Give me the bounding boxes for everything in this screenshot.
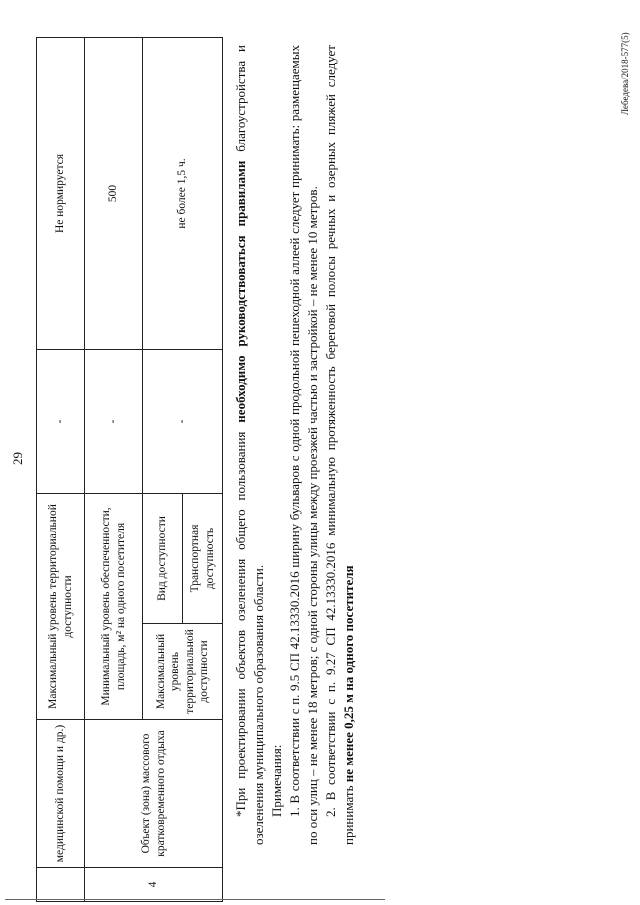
footer-code: Лебедева/2018-577(5)	[620, 32, 630, 115]
cell-min-level-value-b: 500	[85, 38, 143, 350]
note-2-bold: не менее 0,25 м на одного посетителя	[341, 565, 356, 783]
cell-min-level-value-a: -	[85, 350, 143, 494]
cell-max-level-value-a: -	[143, 350, 223, 494]
cell-vid-label: Вид доступности	[143, 494, 183, 624]
note-1: 1. В соответствии с п. 9.5 СП 42.13330.2016 ширину бульваров с одной продольной пешеходной аллеей следует принимать: размещаемых по оси улиц – не менее 18 метров; с одной стороны улицы между проезжей частью и застройкой – не менее 10 метров.	[287, 45, 320, 845]
cell-min-level-label: Минимальный уровень обеспеченности, площадь, м² на одного посетителя	[85, 494, 143, 720]
cell-row-number: 4	[85, 868, 223, 902]
cell-value-b: Не нормируется	[37, 38, 85, 350]
table-row	[85, 38, 143, 902]
notes-block	[232, 45, 358, 845]
table-row	[37, 38, 85, 902]
cell-object-continuation: медицинской помощи и др.)	[37, 720, 85, 868]
norm-table	[36, 37, 223, 902]
page-edge-rule	[5, 898, 385, 900]
cell-value-a: -	[37, 350, 85, 494]
cell-number-empty	[37, 868, 85, 902]
cell-param-label: Максимальный уровень территориальной доступности	[37, 494, 85, 720]
cell-object-name: Объект (зона) массового кратковременного отдыха	[85, 720, 223, 868]
footnote-lead: *При проектировании объектов озеленения общего пользования	[233, 422, 248, 817]
footnote-rest: благоустройства и озеленения муниципального образования области.	[233, 45, 266, 845]
footnote-bold: необходимо руководствоваться правилами	[233, 160, 248, 423]
note-2	[322, 45, 358, 845]
note-2-lead: 2. В соответствии с п. 9.27 СП 42.13330.2016 минимальную протяженность береговой полосы речных и озерных пляжей следует принимать	[323, 45, 356, 845]
cell-max-level-label: Максимальный уровень территориальной доступности	[143, 624, 223, 720]
cell-transport-label: Транспортная доступность	[183, 494, 223, 624]
cell-max-level-value-b: не более 1,5 ч.	[143, 38, 223, 350]
footnote	[232, 45, 268, 845]
notes-heading: Примечания:	[269, 744, 284, 817]
page-number: 29	[10, 452, 25, 465]
